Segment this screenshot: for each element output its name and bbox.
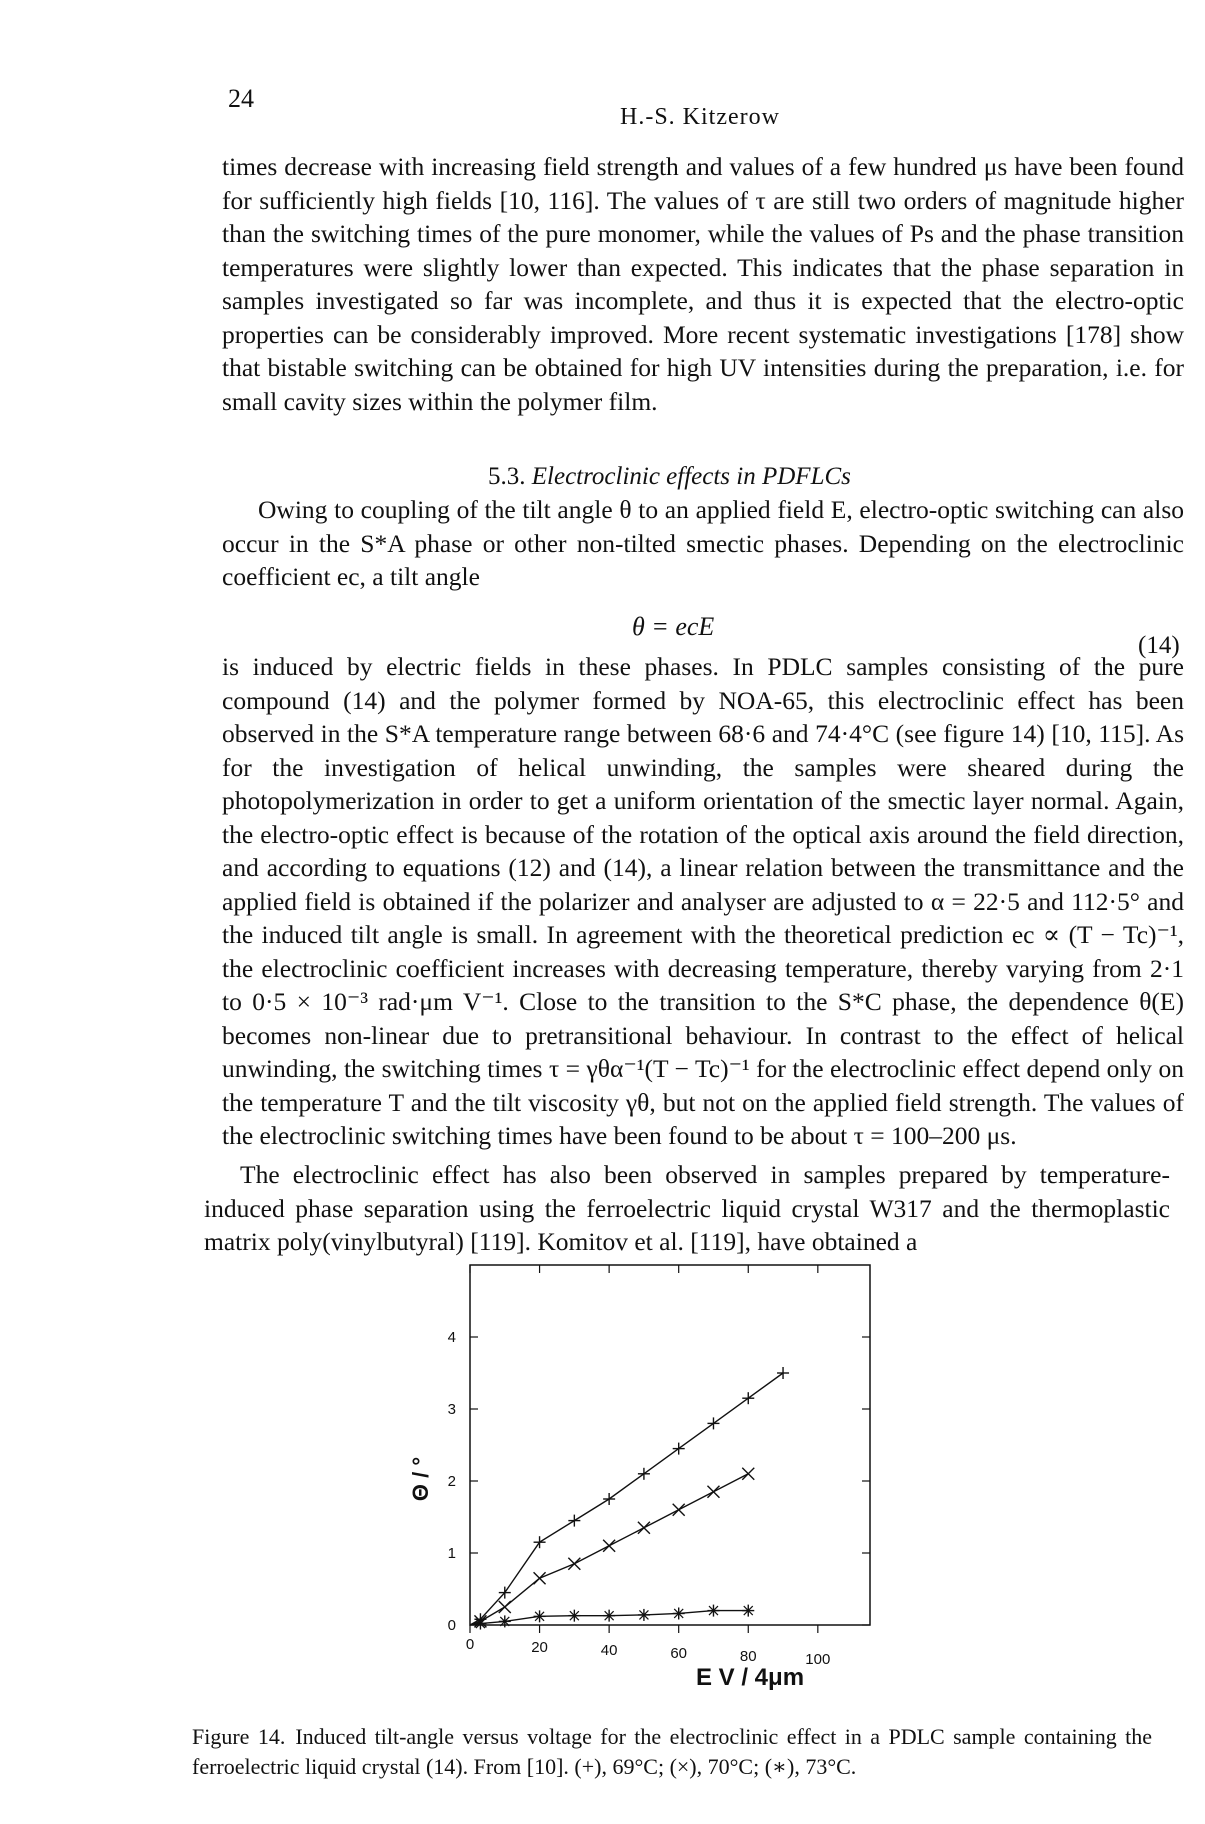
series-cross-70C (470, 1468, 754, 1628)
series-plus-69C (470, 1367, 789, 1625)
x-tick-label: 60 (670, 1645, 688, 1662)
plot-frame (470, 1265, 870, 1625)
paragraph-3: is induced by electric fields in these phases. In PDLC samples consisting of the pure compound (14) and the polymer formed by NOA-65, this electroclinic effect has been observed in the S*A temperature range between 68·6 and 74·4°C (see figure 14) [10, 115]. As for the investigation of helical unwinding, the samples were sheared during the photopolymerization in order to get a uniform orientation of the smectic layer normal. Again, the electro-optic effect is because of the rotation of the optical axis around the field direction, and according to equations (12) and (14), a linear relation between the transmittance and the applied field is obtained if the polarizer and analyser are adjusted to α = 22·5 and 112·5° and the induced tilt angle is small. In agreement with the theoretical prediction ec ∝ (T − Tc)⁻¹, the electroclinic coefficient increases with decreasing temperature, thereby varying from 2·1 to 0·5 × 10⁻³ rad·μm V⁻¹. Close to the transition to the S*C phase, the dependence θ(E) becomes non-linear due to pretransitional behaviour. In contrast to the effect of helical unwinding, the switching times τ = γθα⁻¹(T − Tc)⁻¹ for the electroclinic effect depend only on the temperature T and the tilt viscosity γθ, but not on the applied field strength. The values of the electroclinic switching times have been found to be about τ = 100–200 μs. (222, 652, 1184, 1150)
series-line (470, 1373, 783, 1625)
y-axis-label: Θ / ° (408, 1456, 433, 1502)
caption-label: Figure 14. (192, 1724, 286, 1749)
x-tick-label: 80 (739, 1648, 757, 1665)
y-tick-label: 2 (447, 1473, 456, 1490)
section-heading (488, 463, 851, 491)
page-number: 24 (228, 84, 254, 113)
y-tick-label: 1 (447, 1545, 456, 1562)
y-tick-label: 3 (447, 1401, 456, 1418)
y-tick-label: 0 (447, 1617, 456, 1634)
caption-text: Induced tilt-angle versus voltage for the electroclinic effect in a PDLC sample containing the ferroelectric liquid crystal (14). From [10]. (+), 69°C; (×), 70°C; (∗), 73°C. (192, 1724, 1152, 1779)
running-head: H.-S. Kitzerow (620, 104, 780, 130)
figure-14 (408, 1255, 920, 1695)
equation: θ = ecE (632, 612, 715, 641)
x-tick-label: 0 (465, 1636, 475, 1653)
paragraph-2: Owing to coupling of the tilt angle θ to an applied field E, electro-optic switching can also occur in the S*A phase or other non-tilted smectic phases. Depending on the electroclinic coefficient ec, a tilt angle (222, 495, 1184, 591)
tilt-angle-chart (408, 1255, 920, 1695)
series-asterisk-73C (470, 1605, 754, 1630)
equation-number: (14) (1138, 632, 1180, 659)
x-tick-label: 100 (805, 1651, 831, 1668)
figure-caption (192, 1722, 1152, 1782)
section-number: 5.3. (488, 463, 526, 490)
paragraph-1: times decrease with increasing field strength and values of a few hundred μs have been found for sufficiently high fields [10, 116]. The values of τ are still two orders of magnitude higher than the switching times of the pure monomer, while the values of Ps and the phase transition temperatures were slightly lower than expected. This indicates that the phase separation in samples investigated so far was incomplete, and thus it is expected that the electro-optic properties can be considerably improved. More recent systematic investigations [178] show that bistable switching can be obtained for high UV intensities during the preparation, i.e. for small cavity sizes within the polymer film. (222, 152, 1184, 416)
x-tick-label: 20 (531, 1639, 548, 1656)
section-title: Electroclinic effects in PDFLCs (531, 463, 851, 490)
x-axis-label: E V / 4μm (695, 1664, 805, 1691)
paragraph-4: The electroclinic effect has also been observed in samples prepared by temperature-induced phase separation using the ferroelectric liquid crystal W317 and the thermoplastic matrix poly(vinylbutyral) [119]. Komitov et al. [119], have obtained a (204, 1160, 1170, 1256)
y-tick-label: 4 (447, 1329, 456, 1346)
x-tick-label: 40 (600, 1642, 618, 1659)
